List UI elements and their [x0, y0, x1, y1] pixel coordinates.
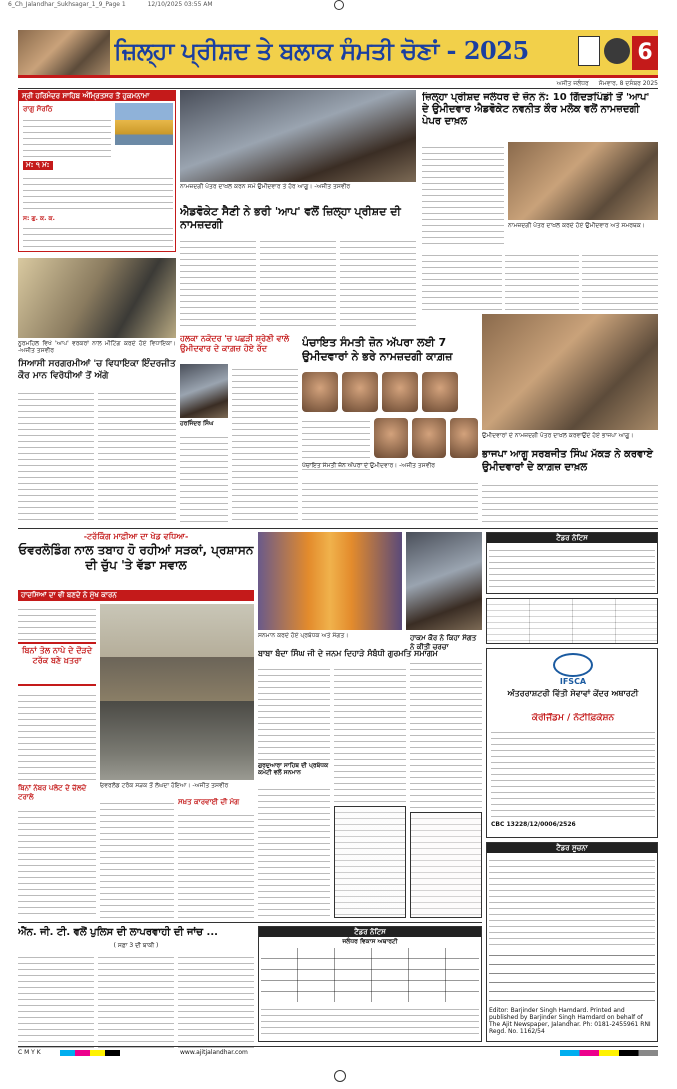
- candidate-face-6: [412, 418, 446, 458]
- candidate-face-1: [302, 372, 338, 412]
- tender-table: [486, 598, 658, 644]
- overload-headline: ਓਵਰਲੋਡਿੰਗ ਨਾਲ ਤਬਾਹ ਹੋ ਰਹੀਆਂ ਸੜਕਾਂ, ਪ੍ਰਸ਼ਾਸਨ ਦੀ ਚੁੱਪ 'ਤੇ ਵੱਡਾ ਸਵਾਲ: [18, 543, 254, 572]
- siyasi-photo-caption: ਨੂਰਮਹਿਲ ਵਿਖੇ 'ਆਪ' ਵਰਕਰਾਂ ਨਾਲ ਮੀਟਿੰਗ ਕਰਦੇ ਹੋਏ ਵਿਧਾਇਕਾ। -ਅਜੀਤ ਤਸਵੀਰ: [18, 340, 176, 354]
- corrigendum-head: ਕੋਰੀਜੈਂਡਮ / ਨੋਟੀਫ਼ਿਕੇਸ਼ਨ: [531, 713, 615, 723]
- overload-caption: ਓਵਰਲੋਡ ਟਰੱਕ ਸੜਕ ਤੋਂ ਲੰਘਦਾ ਹੋਇਆ। -ਅਜੀਤ ਤਸਵੀਰ: [100, 782, 229, 789]
- harsh-text-col-2: [180, 432, 228, 524]
- file-label: 6_Ch_Jalandhar_Sukhsagar_1_9_Page 1: [8, 1, 126, 8]
- bottom-mid-tender: [258, 926, 482, 1042]
- ifsca-logo-icon: [553, 653, 593, 677]
- mini-notice-box: [334, 806, 406, 918]
- crop-mark-bottom: [334, 1070, 346, 1082]
- sangat-text: [410, 658, 482, 808]
- baba-text-col-1: [258, 664, 330, 760]
- footer-rule: [18, 1046, 658, 1047]
- saini-photo-caption: ਨਾਮਜ਼ਦਗੀ ਪੱਤਰ ਦਾਖ਼ਲ ਕਰਨ ਸਮੇਂ ਉਮੀਦਵਾਰ ਤੇ ਹੋਰ ਆਗੂ। -ਅਜੀਤ ਤਸਵੀਰ: [180, 183, 351, 190]
- hukamnama-text-1: [23, 115, 111, 159]
- saini-text-col-3: [340, 236, 416, 330]
- ns-text-col-2: [98, 952, 174, 1052]
- bhajpa-headline: ਭਾਜਪਾ ਆਗੂ ਸਰਬਜੀਤ ਸਿੰਘ ਮੱਕੜ ਨੇ ਕਰਵਾਏ ਉਮੀਦਵਾਰਾਂ ਦੇ ਕਾਗ਼ਜ਼ ਦਾਖ਼ਲ: [482, 449, 653, 473]
- divider-mid: [18, 528, 658, 529]
- saini-text-col-1: [180, 236, 256, 330]
- candidate-face-2: [342, 372, 378, 412]
- overload-text-col-4: [100, 798, 174, 918]
- bhajpa-photo: [482, 314, 658, 430]
- hukamnama-box: [18, 90, 176, 252]
- hukamnama-head: ਸ੍ਰੀ ਹਰਿਮੰਦਰ ਸਾਹਿਬ ਅੰਮ੍ਰਿਤਸਰ ਤੋਂ ਹੁਕਮਨਾਮਾ: [19, 91, 175, 101]
- overload-side-head: ਸਖ਼ਤ ਕਾਰਵਾਈ ਦੀ ਮੰਗ: [178, 798, 240, 806]
- tender-notice-top: [486, 532, 658, 594]
- banner-date: ਸੋਮਵਾਰ, 8 ਦਸੰਬਰ 2025: [598, 80, 658, 87]
- hukamnama-footer-label: ਸ: ਗੁ. ਕ. ਕ.: [23, 215, 55, 222]
- candidate-face-3: [382, 372, 418, 412]
- overload-text-col-5: [178, 810, 254, 918]
- overload-truck-photo: [100, 604, 254, 780]
- ifsca-ref-no: CBC 13228/12/0006/2526: [491, 821, 576, 828]
- panchayat-caption: ਪੰਚਾਇਤ ਸੰਮਤੀ ਜ਼ੋਨ ਅੱਪਰਾ ਦੇ ਉਮੀਦਵਾਰ। -ਅਜੀਤ ਤਸਵੀਰ: [302, 462, 436, 469]
- overload-pullquote-text: ਬਿਨਾਂ ਤੋਲ ਨਾਪੇ ਦੇ ਦੌੜਦੇ ਟਰੱਕ ਬਣੇ ਖ਼ਤਰਾ: [21, 646, 93, 665]
- main-story-text-col-4: [582, 250, 658, 310]
- ballot-box-icon: [578, 36, 600, 66]
- top-file-strip: [8, 1, 648, 9]
- main-story-photo: [508, 142, 658, 220]
- banner: [18, 30, 658, 78]
- overload-kicker: -ਟਰੱਕਿੰਗ ਮਾਫ਼ੀਆ ਦਾ ਖੇਡ ਵਧਿਆ-: [83, 532, 189, 541]
- overload-subhead: ਹਾਦਸਿਆਂ ਦਾ ਵੀ ਬਣਦੇ ਨੇ ਮੁੱਖ ਕਾਰਨ: [18, 590, 254, 601]
- baba-headline: ਬਾਬਾ ਬੰਦਾ ਸਿੰਘ ਜੀ ਦੇ ਜਨਮ ਦਿਹਾੜੇ ਸੰਬੰਧੀ ਗੁਰਮਤਿ ਸਮਾਗਮ: [258, 649, 438, 658]
- small-ad-box: [410, 812, 482, 918]
- main-story-text-col-2: [422, 250, 502, 310]
- ns-text-col-3: [178, 952, 254, 1052]
- footer-mid: www.ajitjalandhar.com: [180, 1049, 248, 1056]
- banner-title: ਜ਼ਿਲ੍ਹਾ ਪ੍ਰੀਸ਼ਦ ਤੇ ਬਲਾਕ ਸੰਮਤੀ ਚੋਣਾਂ - 2025: [114, 36, 529, 65]
- timestamp: 12/10/2025 03:55 AM: [147, 1, 213, 8]
- footer-left: C M Y K: [18, 1049, 41, 1056]
- bottom-mid-tender-sub: ਜਲੰਧਰ ਵਿਕਾਸ ਅਥਾਰਟੀ: [342, 938, 398, 945]
- panchayat-text-col-2: [302, 478, 478, 524]
- overload-pullquote2: ਬਿਨਾਂ ਨੰਬਰ ਪਲੇਟ ਦੇ ਚੱਲਦੇ ਟਰਾਲੇ: [18, 784, 87, 801]
- saini-nomination-photo: [180, 90, 416, 182]
- harsh-portrait-caption: ਹਰਜਿੰਦਰ ਸਿੰਘ: [180, 420, 214, 427]
- ns-headline: ਐੱਨ. ਜੀ. ਟੀ. ਵਲੋਂ ਪੁਲਿਸ ਦੀ ਲਾਪਰਵਾਹੀ ਦੀ ਜਾਂਚ ...: [18, 927, 218, 938]
- bhajpa-photo-caption: ਉਮੀਦਵਾਰਾਂ ਦੇ ਨਾਮਜ਼ਦਗੀ ਪੱਤਰ ਦਾਖ਼ਲ ਕਰਵਾਉਂਦੇ ਹੋਏ ਭਾਜਪਾ ਆਗੂ।: [482, 432, 634, 439]
- banner-photo-left: [18, 30, 110, 75]
- harsh-headline: ਹਲਕਾ ਨਕੋਦਰ 'ਚ ਪਛੜੀ ਸ਼੍ਰੇਣੀ ਵਾਲੇ ਉਮੀਦਵਾਰ ਦੇ ਕਾਗ਼ਜ਼ ਹੋਏ ਰੱਦ: [180, 334, 290, 353]
- tender-notice-bottom: [486, 842, 658, 1042]
- imprint-text: Editor: Barjinder Singh Hamdard. Printed and published by Barjinder Singh Hamdard on behalf of The Ajit Newspaper, Jalandhar. Ph: 0181-2455961 RNI Regd. No. 1162/54: [489, 1007, 651, 1035]
- divider-bottom: [18, 922, 482, 923]
- siyasi-photo: [18, 258, 176, 338]
- baba-text-col-2: [258, 784, 330, 918]
- hukamnama-sub1: ਰਾਗੁ ਸੋਰਠਿ: [23, 105, 53, 113]
- color-registration-bar: [60, 1050, 120, 1056]
- ns-text-col-1: [18, 952, 94, 1052]
- bottom-mid-tender-head: ਟੈਂਡਰ ਨੋਟਿਸ: [259, 927, 481, 937]
- ifsca-caption: ਅੰਤਰਰਾਸ਼ਟਰੀ ਵਿੱਤੀ ਸੇਵਾਵਾਂ ਕੇਂਦਰ ਅਥਾਰਟੀ: [507, 689, 639, 698]
- ifsca-notice: [486, 648, 658, 838]
- sangat-headline: ਹਾਕਮ ਕੌਰ ਨੇ ਕਿਹਾ ਸੰਗਤ ਨੇ ਕੀਤੀ ਚਰਚਾ: [410, 634, 477, 651]
- ifsca-text: [491, 727, 655, 817]
- panchayat-headline: ਪੰਚਾਇਤ ਸੰਮਤੀ ਜ਼ੋਨ ਅੱਪਰਾ ਲਈ 7 ਉਮੀਦਵਾਰਾਂ ਨੇ ਭਰੇ ਨਾਮਜ਼ਦਗੀ ਕਾਗ਼ਜ਼: [302, 336, 453, 363]
- harsh-portrait: [180, 364, 228, 418]
- harsh-text-col-1: [232, 364, 298, 524]
- siyasi-text-col-2: [98, 388, 176, 522]
- divider-top: [18, 88, 658, 89]
- saini-headline: ਐਡਵੋਕੇਟ ਸੈਣੀ ਨੇ ਭਰੀ 'ਆਪ' ਵਲੋਂ ਜ਼ਿਲ੍ਹਾ ਪ੍ਰੀਸ਼ਦ ਦੀ ਨਾਮਜ਼ਦਗੀ: [180, 205, 401, 231]
- baba-event-photo-2: [406, 532, 482, 630]
- ns-subhead: ( ਸਫ਼ਾ 3 ਦੀ ਬਾਕੀ ): [113, 942, 159, 949]
- overload-pullquote: [18, 642, 96, 686]
- saini-text-col-2: [260, 236, 336, 330]
- bhajpa-text: [482, 480, 658, 526]
- overload-text-col-2: [18, 690, 96, 782]
- hukamnama-text-2: [23, 173, 173, 213]
- siyasi-headline: ਸਿਆਸੀ ਸਰਗਰਮੀਆਂ 'ਚ ਵਿਧਾਇਕਾ ਇੰਦਰਜੀਤ ਕੌਰ ਮਾਨ ਵਿਰੋਧੀਆਂ ਤੋਂ ਅੱਗੇ: [18, 359, 176, 381]
- hukamnama-sub2: ਮ: ੧ ਮ:: [23, 161, 53, 170]
- crop-mark-top: [334, 0, 344, 10]
- tender-notice-bottom-head: ਟੈਂਡਰ ਸੂਚਨਾ: [487, 843, 657, 853]
- ballot-seal-icon: [604, 38, 630, 64]
- main-story-text-col-1: [422, 142, 504, 246]
- banner-dateline: [440, 80, 658, 88]
- page-number: 6: [632, 36, 658, 70]
- candidate-face-7: [450, 418, 478, 458]
- main-story-photo-caption: ਨਾਮਜ਼ਦਗੀ ਪੱਤਰ ਦਾਖ਼ਲ ਕਰਦੇ ਹੋਏ ਉਮੀਦਵਾਰ ਅਤੇ ਸਮਰਥਕ।: [508, 222, 645, 229]
- banner-subline: ਅਜੀਤ ਜਲੰਧਰ: [556, 80, 589, 87]
- baba-text-col-3: [334, 664, 406, 802]
- baba-event-photo: [258, 532, 402, 630]
- main-story-text-col-3: [505, 250, 579, 310]
- overload-text-col-1: [18, 604, 96, 640]
- ifsca-label: IFSCA: [559, 677, 587, 686]
- baba-photo-caption: ਸਨਮਾਨ ਕਰਦੇ ਹੋਏ ਪ੍ਰਬੰਧਕ ਅਤੇ ਸੰਗਤ।: [258, 632, 349, 639]
- overload-text-col-3: [18, 806, 96, 918]
- tender-notice-top-head: ਟੈਂਡਰ ਨੋਟਿਸ: [487, 533, 657, 543]
- baba-subhead: ਗੁਰਦੁਆਰਾ ਸਾਹਿਬ ਦੀ ਪ੍ਰਬੰਧਕ ਕਮੇਟੀ ਵਲੋਂ ਸਨਮਾਨ: [258, 762, 329, 776]
- candidate-face-5: [374, 418, 408, 458]
- main-story-headline: ਜ਼ਿਲ੍ਹਾ ਪ੍ਰੀਸ਼ਦ ਜਲੰਧਰ ਦੇ ਜ਼ੋਨ ਨੰ: 10 ਗਿੱਦੜਪਿੰਡੀ ਤੋਂ 'ਆਪ' ਦੇ ਉਮੀਦਵਾਰ ਐਡਵੋਕੇਟ ਨਵਨੀਤ ਕੌਰ ਮਲੋਕ ਵਲੋਂ ਨਾਮਜ਼ਦਗੀ ਪੇਪਰ ਦਾਖ਼ਲ: [422, 92, 650, 127]
- golden-temple-image: [115, 103, 173, 145]
- siyasi-text-col-1: [18, 388, 94, 522]
- hukamnama-text-3: [23, 223, 173, 249]
- color-registration-bar-right: [560, 1050, 658, 1056]
- candidate-face-4: [422, 372, 458, 412]
